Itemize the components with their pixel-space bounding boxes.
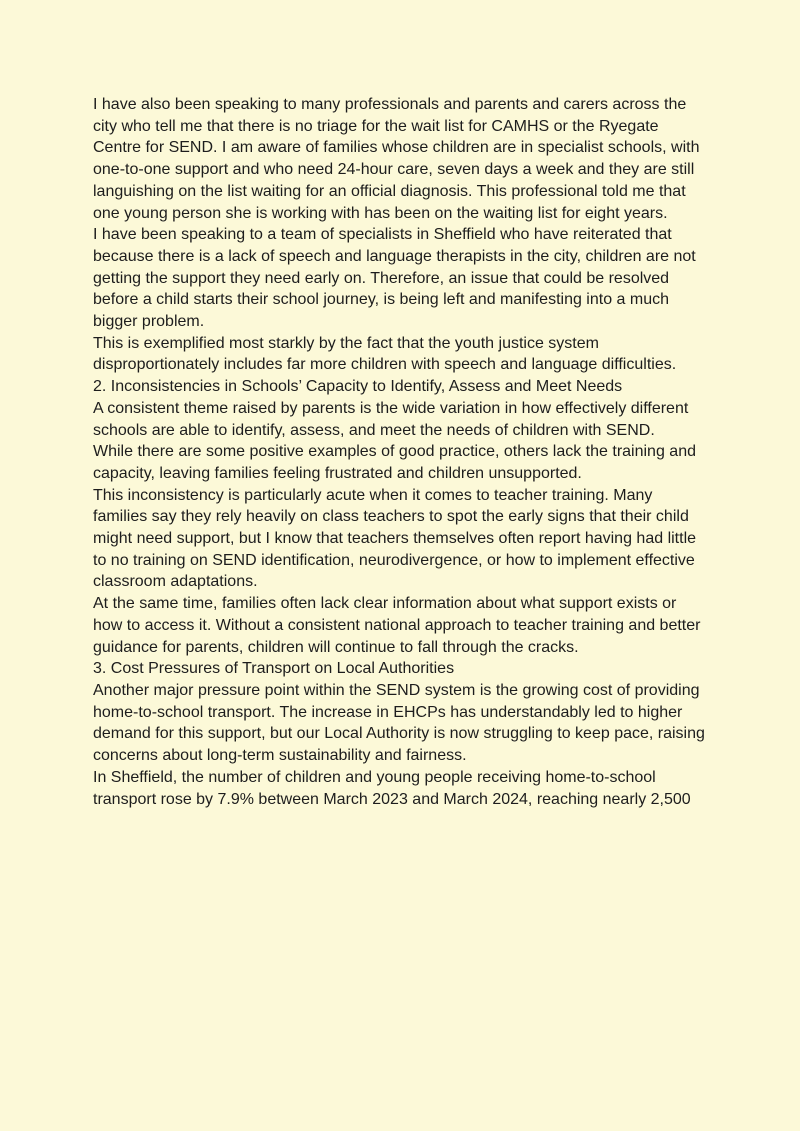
paragraph-consistent-theme-parents: A consistent theme raised by parents is the wide variation in how effectively different schools are able to identify, assess, and meet the needs of children with SEND. [93,399,689,439]
paragraph-sheffield-transport-statistics: In Sheffield, the number of children and young people receiving home-to-school transport rose by 7.9% between March 2023 and March 2024, reaching nearly 2,500 [93,768,691,808]
paragraph-speech-language-specialists: I have been speaking to a team of specialists in Sheffield who have reiterated that because there is a lack of speech and language therapists in the city, children are not getting the support they need early on. Therefore, an issue that could be resolved before a child starts their school journey, is being left and manifesting into a much bigger problem. [93,226,696,331]
paragraph-families-lack-information: At the same time, families often lack clear information about what support exists or how to access it. Without a consistent national approach to teacher training and better guidance for parents, children will continue to fall through the cracks. [93,595,701,656]
paragraph-transport-pressure: Another major pressure point within the SEND system is the growing cost of providing home-to-school transport. The increase in EHCPs has understandably led to higher demand for this support, but our Local Authority is now struggling to keep pace, raising concerns about long-term sustainability and fairness. [93,681,705,765]
paragraph-camhs-wait-list: I have also been speaking to many professionals and parents and carers across the city who tell me that there is no triage for the wait list for CAMHS or the Ryegate Centre for SEND. I am aware of families whose children are in specialist schools, with one-to-one support and who need 24-hour care, seven days a week and they are still languishing on the list waiting for an official diagnosis. This professional told me that one young person she is working with has been on the waiting list for eight years. [93,96,700,222]
heading-section-2-school-capacity: 2. Inconsistencies in Schools’ Capacity to Identify, Assess and Meet Needs [93,378,623,396]
paragraph-positive-examples: While there are some positive examples of good practice, others lack the training and capacity, leaving families feeling frustrated and children unsupported. [93,443,696,482]
heading-section-3-transport-costs: 3. Cost Pressures of Transport on Local Authorities [93,660,455,678]
paragraph-teacher-training-inconsistency: This inconsistency is particularly acute when it comes to teacher training. Many families say they rely heavily on class teachers to spot the early signs that their child might need support, but I know that teachers themselves often report having had little to no training on SEND identification, neurodivergence, or how to implement effective classroom adaptations. [93,486,697,591]
paragraph-youth-justice-system: This is exemplified most starkly by the fact that the youth justice system disproportionately includes far more children with speech and language difficulties. [93,334,677,374]
